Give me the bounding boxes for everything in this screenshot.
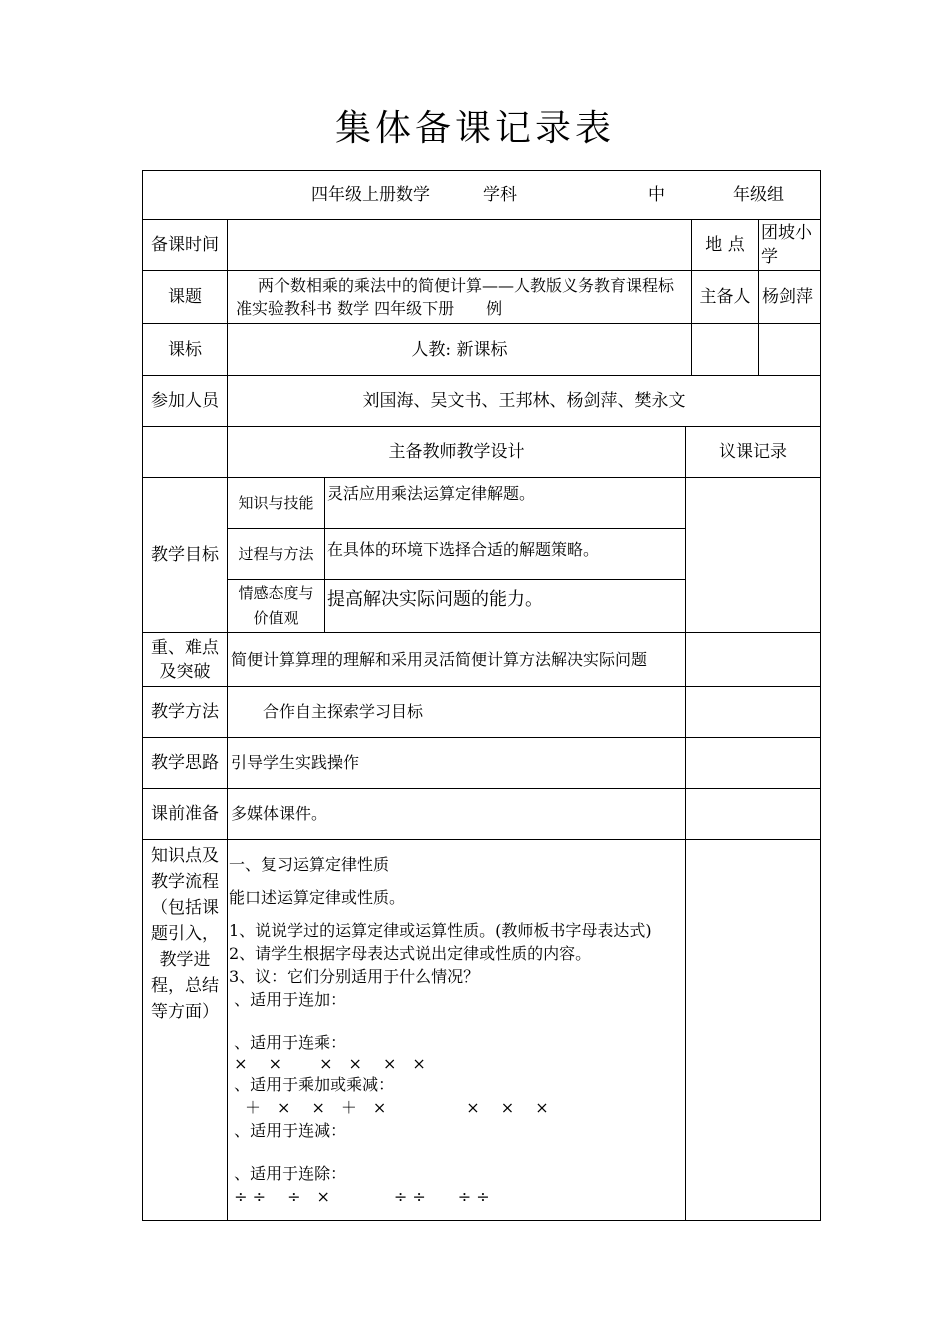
goal-value-knowledge: 灵活应用乘法运算定律解题。 — [327, 484, 536, 503]
flow-line: 、适用于连减： — [229, 1121, 347, 1140]
time-value[interactable] — [228, 220, 691, 270]
table-border — [820, 170, 821, 1221]
flow-line — [229, 1142, 684, 1162]
goal-label-knowledge: 知识与技能 — [238, 493, 314, 512]
flow-line: ÷ ÷ ÷ × ÷ ÷ ÷ ÷ — [229, 1187, 490, 1206]
topic-value: 两个数相乘的乘法中的简便计算——人教版义务教育课程标准实验教科书 数学 四年级下册 例 — [236, 276, 675, 318]
flow-line: 1、说说学过的运算定律或运算性质。(教师板书字母表达式) — [229, 921, 652, 940]
key-label: 重、难点及突破 — [151, 637, 219, 682]
table-border — [142, 839, 821, 840]
flow-line: 能口述运算定律或性质。 — [229, 888, 406, 907]
notes-header: 议课记录 — [719, 442, 787, 462]
flow-line: 2、请学生根据字母表达式说出定律或性质的内容。 — [229, 944, 592, 963]
topic-label: 课题 — [168, 287, 202, 307]
location-label: 地 点 — [705, 235, 745, 255]
method-value: 合作自主探索学习目标 — [263, 702, 424, 721]
standard-label: 课标 — [168, 339, 202, 360]
table-border — [324, 477, 325, 633]
time-label: 备课时间 — [151, 235, 219, 255]
flow-label: 知识点及教学流程（包括课题引入，教学进程，总结等方面） — [151, 846, 219, 1022]
prep-value: 多媒体课件。 — [231, 804, 328, 823]
flow-line — [229, 1011, 684, 1031]
design-header: 主备教师教学设计 — [388, 442, 525, 462]
table-border — [685, 426, 686, 1221]
idea-label: 教学思路 — [151, 753, 219, 773]
goal-value-attitude: 提高解决实际问题的能力。 — [327, 589, 543, 610]
flow-line: ＋ × × ＋ × × × × — [229, 1098, 549, 1117]
header-row — [143, 171, 820, 219]
goals-label: 教学目标 — [151, 545, 219, 565]
prep-label: 课前准备 — [151, 804, 219, 824]
key-value: 简便计算算理的理解和采用灵活简便计算方法解决实际问题 — [231, 649, 648, 669]
idea-value: 引导学生实践操作 — [231, 753, 360, 772]
goal-label-process: 过程与方法 — [238, 544, 314, 563]
participants-label: 参加人员 — [151, 391, 219, 411]
goal-label-attitude: 情感态度与价值观 — [238, 584, 314, 627]
header-level: 中 — [648, 185, 665, 205]
header-grade: 四年级上册数学 — [311, 185, 430, 205]
page-title: 集体备课记录表 — [334, 108, 615, 149]
table-border — [142, 1220, 821, 1221]
flow-line: 、适用于乘加或乘减： — [229, 1075, 395, 1094]
header-group: 年级组 — [733, 185, 784, 205]
flow-line: 、适用于连加： — [229, 990, 347, 1009]
flow-line: 3、议：它们分别适用于什么情况？ — [229, 967, 480, 986]
lead-value: 杨剑萍 — [762, 287, 813, 307]
participants-value: 刘国海、吴文书、王邦林、杨剑萍、樊永文 — [362, 391, 686, 411]
flow-line: 、适用于连乘： — [229, 1033, 347, 1052]
flow-content — [229, 851, 684, 1208]
flow-line: 、适用于连除： — [229, 1164, 347, 1183]
location-value: 团坡小学 — [761, 223, 812, 267]
flow-line: × × × × × × — [229, 1054, 426, 1073]
lead-label: 主备人 — [699, 287, 751, 307]
standard-value: 人教: 新课标 — [411, 339, 508, 360]
goal-value-process: 在具体的环境下选择合适的解题策略。 — [327, 540, 600, 559]
method-label: 教学方法 — [151, 702, 219, 722]
header-subject: 学科 — [483, 185, 517, 205]
flow-line: 一、复习运算定律性质 — [229, 855, 390, 874]
